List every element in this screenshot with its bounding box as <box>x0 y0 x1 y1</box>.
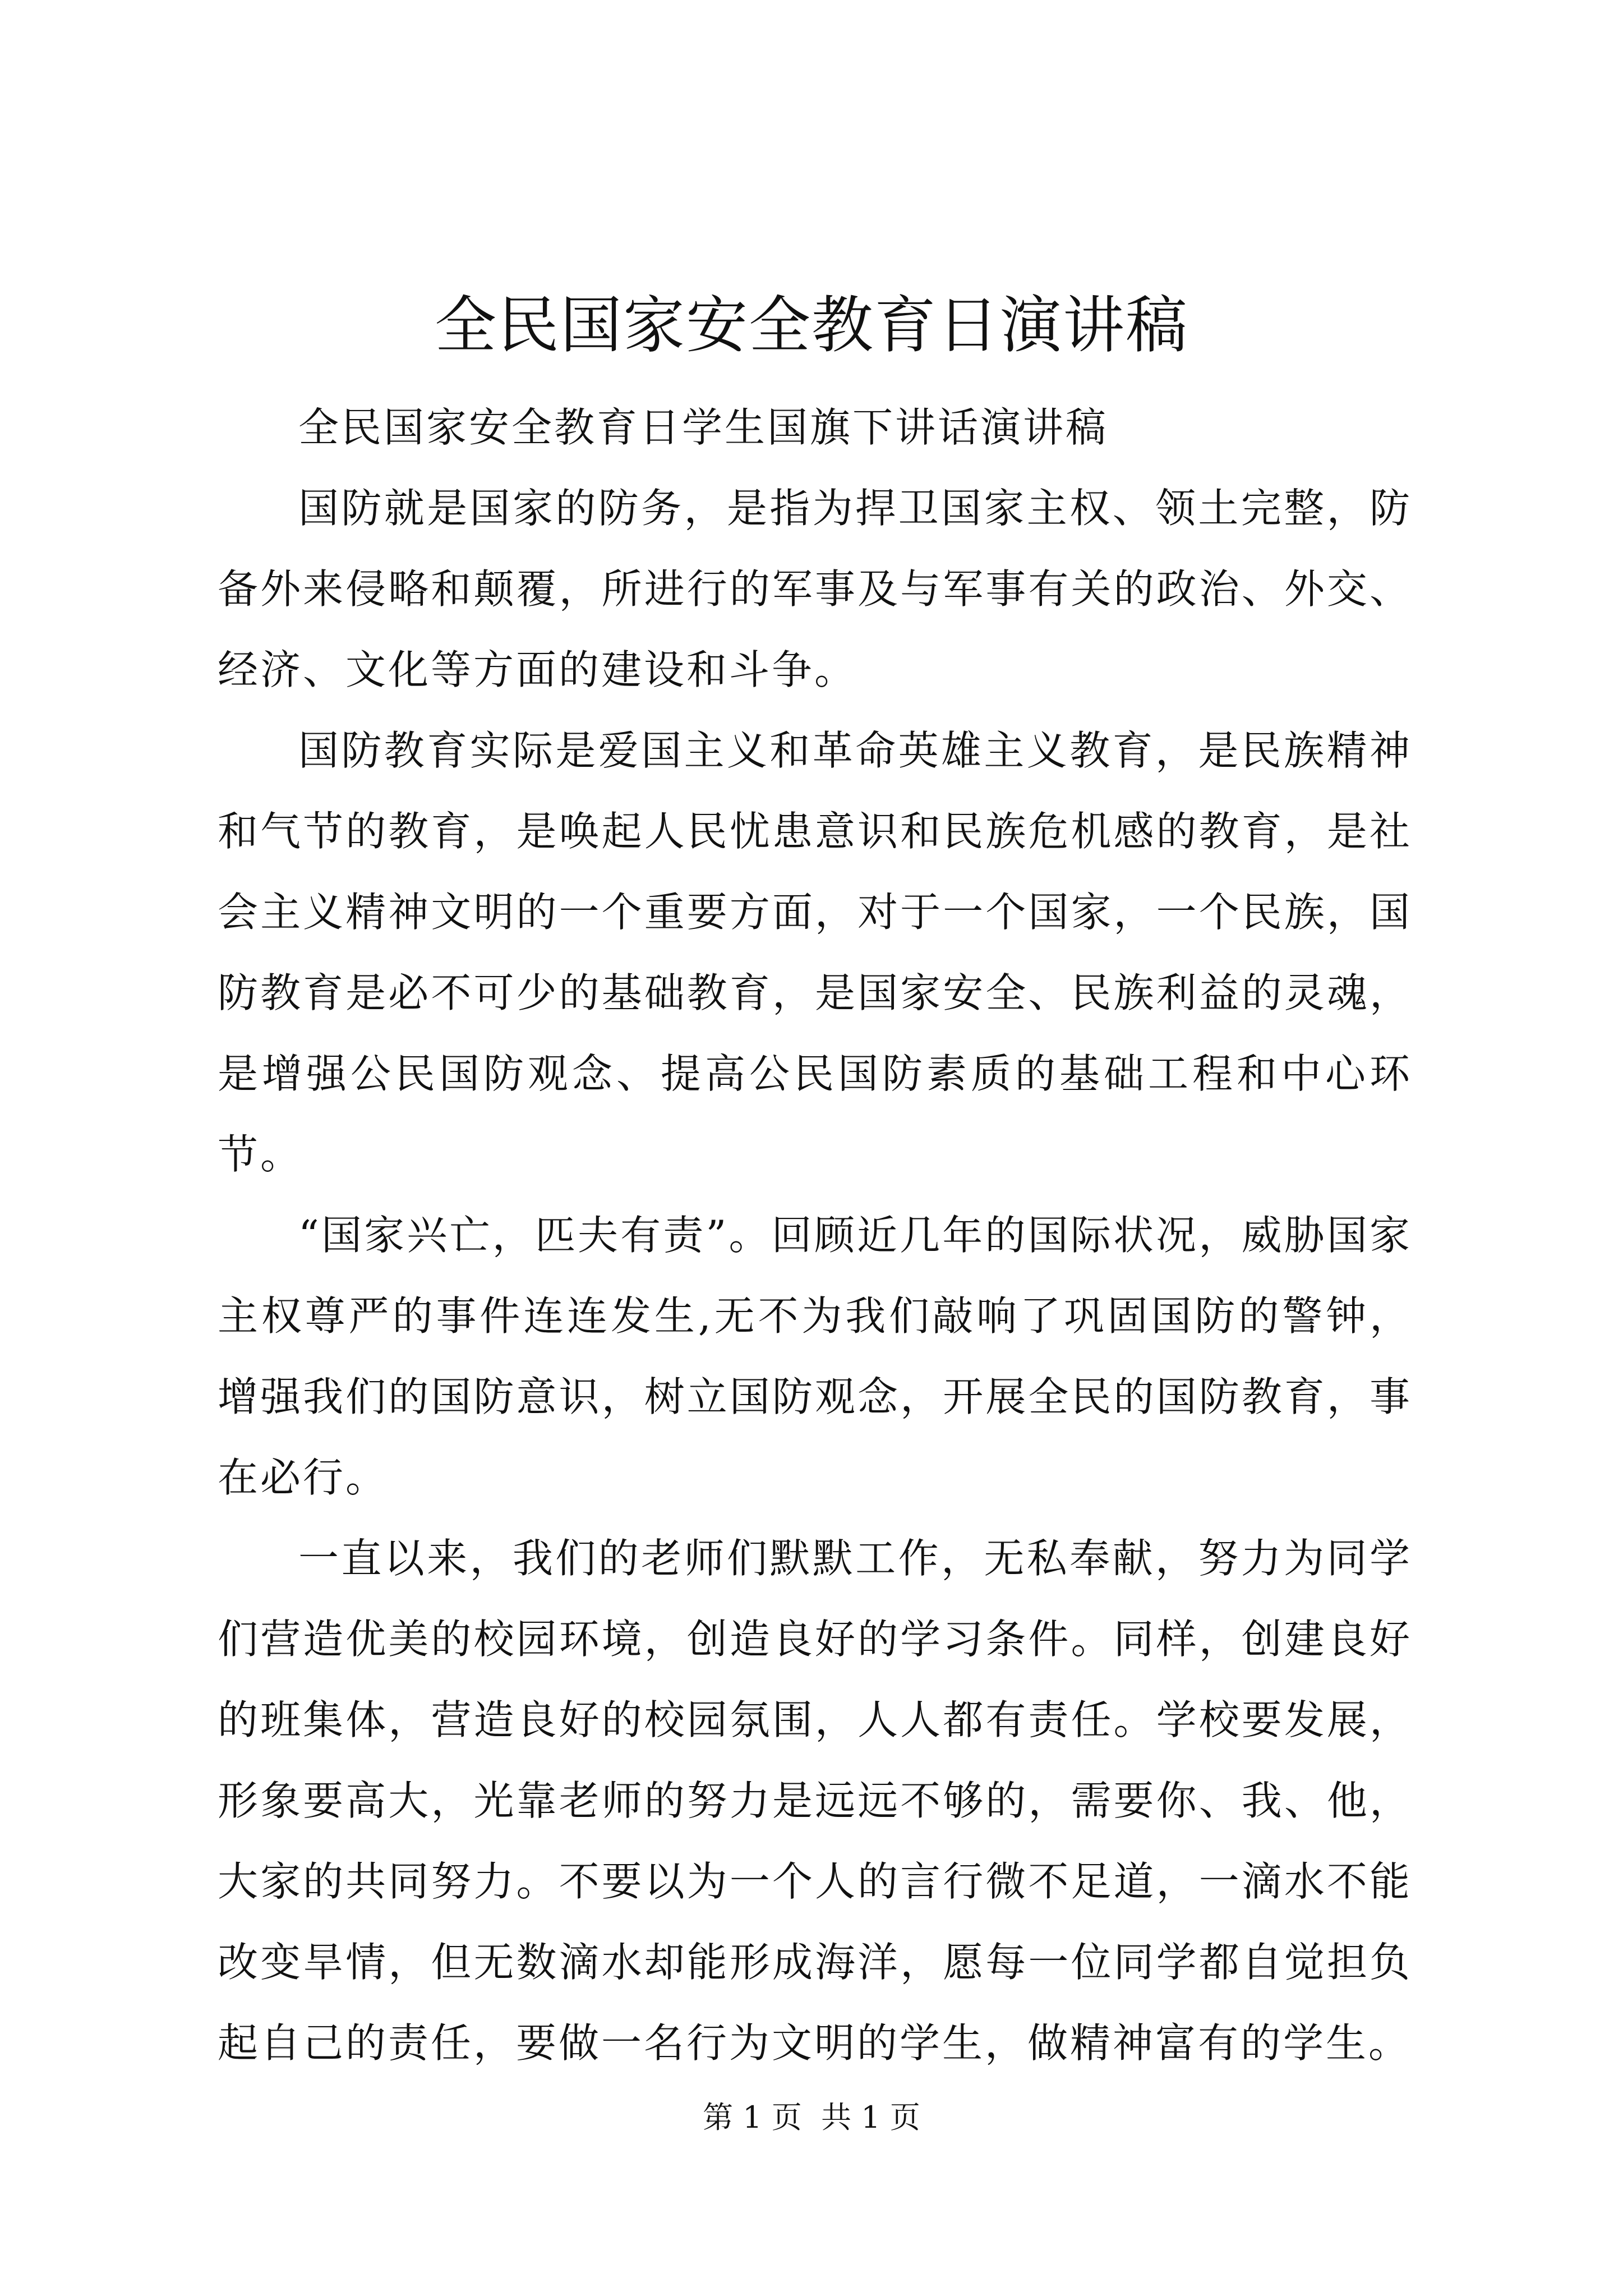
body-paragraph: “国家兴亡，匹夫有责”。回顾近几年的国际状况，威胁国家主权尊严的事件连连发生,无不为我们敲响了巩固国防的警钟，增强我们的国防意识，树立国防观念，开展全民的国防教育，事在必行。 <box>218 1212 1412 1501</box>
document-subtitle: 全民国家安全教育日学生国旗下讲话演讲稿 <box>298 404 1109 451</box>
document-body <box>218 387 1412 2083</box>
body-paragraph: 国防教育实际是爱国主义和革命英雄主义教育，是民族精神和气节的教育，是唤起人民忧患意识和民族危机感的教育，是社会主义精神文明的一个重要方面，对于一个国家，一个民族，国防教育是必不可少的基础教育，是国家安全、民族利益的灵魂，是增强公民国防观念、提高公民国防素质的基础工程和中心环节。 <box>218 727 1412 1178</box>
page-number-label: 第 1 页 共 1 页 <box>703 2100 920 2135</box>
page-footer <box>0 2095 1623 2140</box>
document-title: 全民国家安全教育日演讲稿 <box>435 289 1188 361</box>
body-paragraph: 国防就是国家的防务，是指为捍卫国家主权、领土完整，防备外来侵略和颠覆，所进行的军事及与军事有关的政治、外交、经济、文化等方面的建设和斗争。 <box>218 485 1412 693</box>
body-paragraph: 一直以来，我们的老师们默默工作，无私奉献，努力为同学们营造优美的校园环境，创造良好的学习条件。同样，创建良好的班集体，营造良好的校园氛围，人人都有责任。学校要发展，形象要高大，光靠老师的努力是远远不够的，需要你、我、他，大家的共同努力。不要以为一个人的言行微不足道，一滴水不能改变旱情，但无数滴水却能形成海洋，愿每一位同学都自觉担负起自己的责任，要做一名行为文明的学生，做精神富有的学生。 <box>218 1535 1412 2067</box>
